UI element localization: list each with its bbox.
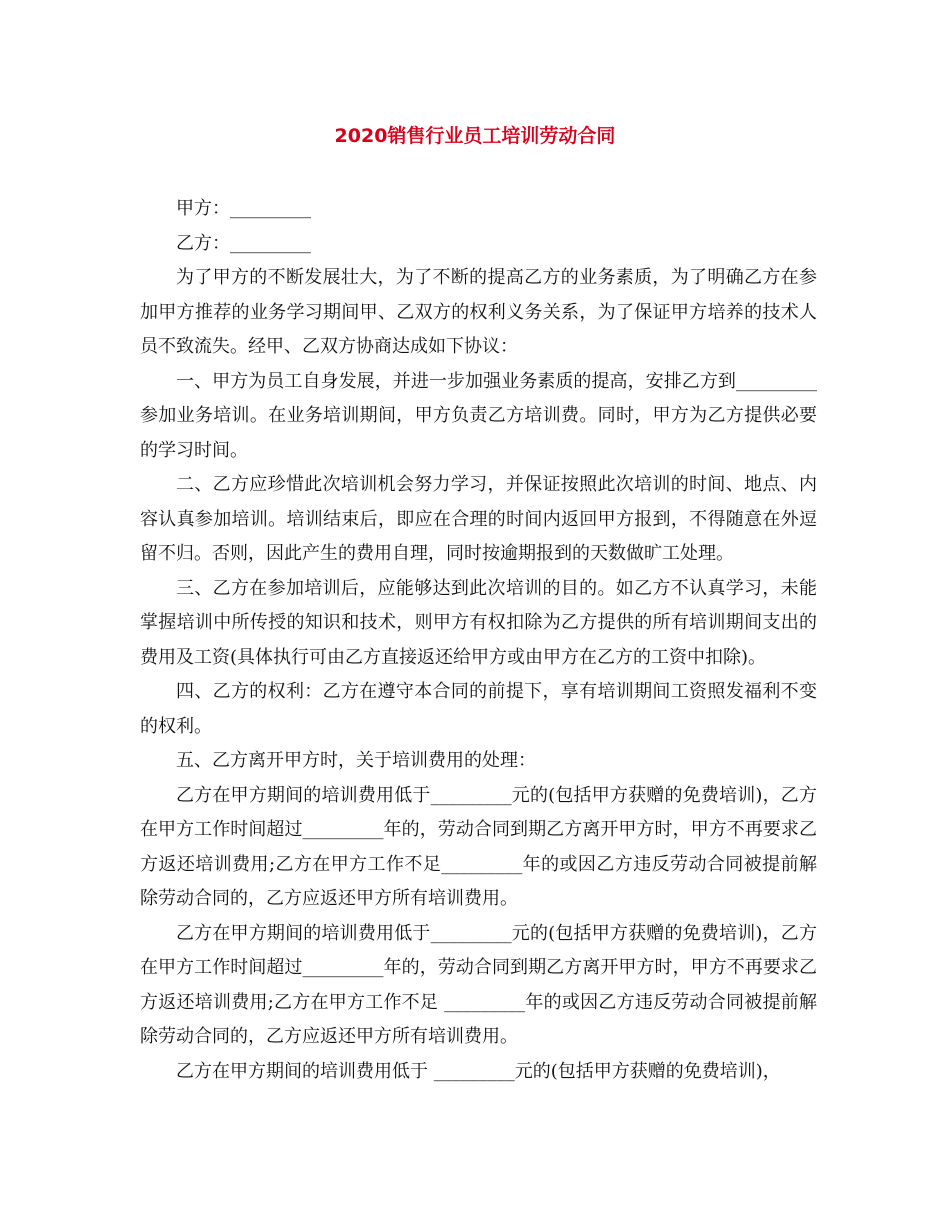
training-fee-paragraph-2: 乙方在甲方期间的培训费用低于_________元的(包括甲方获赠的免费培训)，乙方在甲方工作时间超过_________年的，劳动合同到期乙方离开甲方时，甲方不再要求乙方返还培训费用;乙方在甲方工作不足 _________年的或因乙方违反劳动合同被提前解除劳动合同的，乙方应返还甲方所有培训费用。 bbox=[140, 922, 817, 1047]
clause-2-paragraph: 二、乙方应珍惜此次培训机会努力学习，并保证按照此次培训的时间、地点、内容认真参加培训。培训结束后，即应在合理的时间内返回甲方报到，不得随意在外逗留不归。否则，因此产生的费用自理，同时按逾期报到的天数做旷工处理。 bbox=[140, 474, 817, 564]
clause-3-paragraph: 三、乙方在参加培训后，应能够达到此次培训的目的。如乙方不认真学习，未能掌握培训中所传授的知识和技术，则甲方有权扣除为乙方提供的所有培训期间支出的费用及工资(具体执行可由乙方直接返还给甲方或由甲方在乙方的工资中扣除)。 bbox=[140, 577, 817, 668]
party-a-line: 甲方：_________ bbox=[176, 198, 311, 219]
training-fee-paragraph-3: 乙方在甲方期间的培训费用低于 _________元的(包括甲方获赠的免费培训)， bbox=[176, 1060, 781, 1082]
clause-4-paragraph: 四、乙方的权利：乙方在遵守本合同的前提下，享有培训期间工资照发福利不变的权利。 bbox=[140, 681, 817, 737]
document-body bbox=[140, 192, 817, 1089]
document-title: 2020销售行业员工培训劳动合同 bbox=[334, 125, 616, 147]
party-b-line: 乙方：_________ bbox=[176, 232, 311, 254]
training-fee-paragraph-1: 乙方在甲方期间的培训费用低于_________元的(包括甲方获赠的免费培训)，乙方在甲方工作时间超过_________年的，劳动合同到期乙方离开甲方时，甲方不再要求乙方返还培训费用;乙方在甲方工作不足_________年的或因乙方违反劳动合同被提前解除劳动合同的，乙方应返还甲方所有培训费用。 bbox=[140, 784, 817, 909]
clause-1-paragraph: 一、甲方为员工自身发展，并进一步加强业务素质的提高，安排乙方到_________参加业务培训。在业务培训期间，甲方负责乙方培训费。同时，甲方为乙方提供必要的学习时间。 bbox=[140, 370, 817, 461]
preamble-paragraph: 为了甲方的不断发展壮大，为了不断的提高乙方的业务素质，为了明确乙方在参加甲方推荐的业务学习期间甲、乙双方的权利义务关系，为了保证甲方培养的技术人员不致流失。经甲、乙双方协商达成如下协议： bbox=[140, 267, 817, 357]
clause-5-heading: 五、乙方离开甲方时，关于培训费用的处理： bbox=[176, 750, 536, 771]
